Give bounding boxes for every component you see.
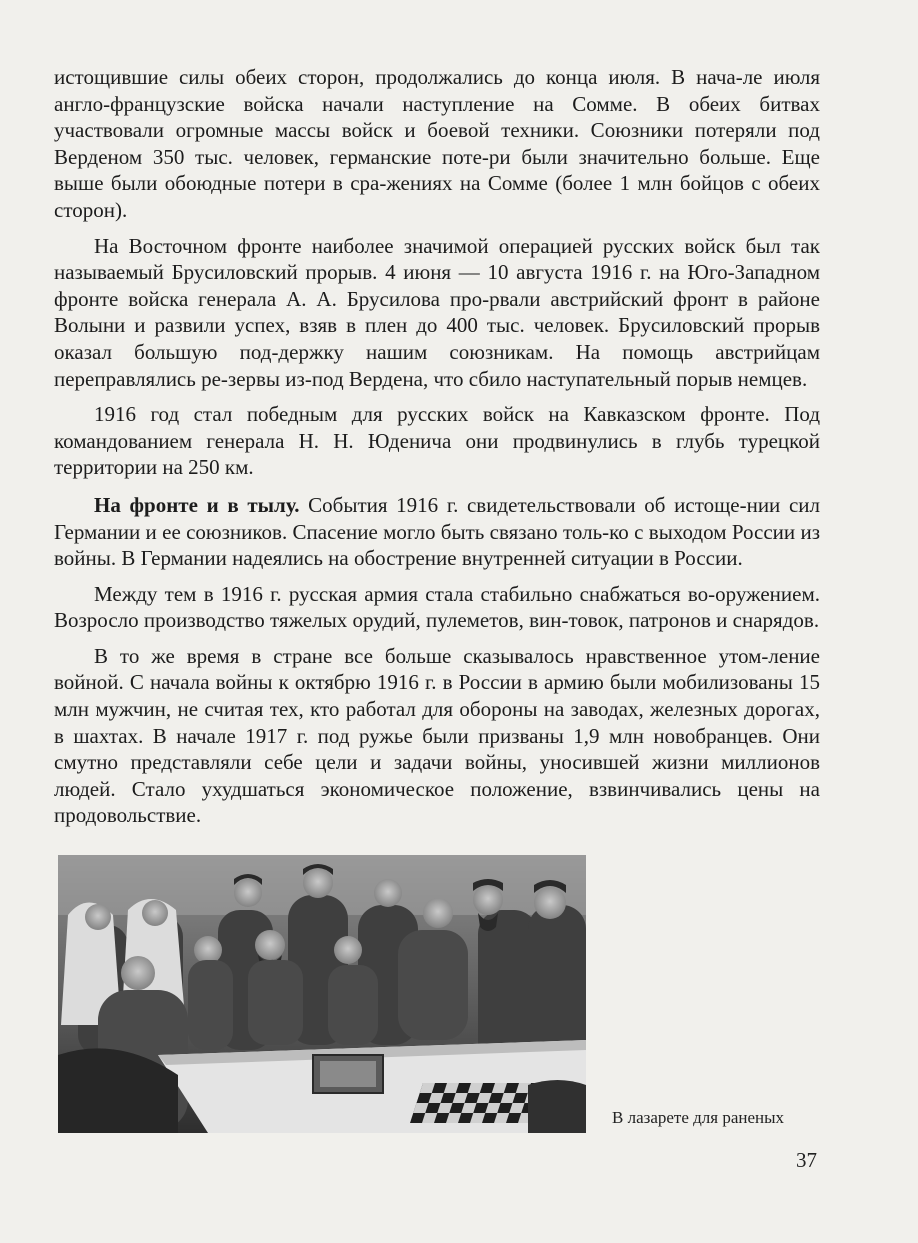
paragraph-2: На Восточном фронте наиболее значимой операцией русских войск был так называемый Брусиловский прорыв. 4 июня — 10 августа 1916 г. на Юго-Западном фронте войска генерала А. А. Брусилова про-рвали австрийский фронт в районе Волыни и развили успех, взяв в плен до 400 тыс. человек. Брусиловский прорыв оказал большую под-держку нашим союзникам. На помощь австрийцам переправлялись ре-зервы из-под Вердена, что сбило наступательный порыв немцев. (54, 233, 820, 391)
paragraph-4-body: События 1916 г. свидетельствовали об истоще-нии сил Германии и ее союзников. Спасение могло быть связано толь-ко с выходом России из войны. В Германии надеялись на обострение внутренней ситуации в России. (54, 492, 820, 571)
section-heading: На фронте и в тылу. (94, 492, 300, 517)
page-number: 37 (796, 1148, 817, 1172)
hospital-photo (58, 855, 586, 1133)
paragraph-1: истощившие силы обеих сторон, продолжались до конца июля. В нача-ле июля англо-французские войска начали наступление на Сомме. В обеих битвах участвовали огромные массы войск и боевой техники. Союзники потеряли под Верденом 350 тыс. человек, германские поте-ри были значительно больше. Еще выше были обоюдные потери в сра-жениях на Сомме (более 1 млн бойцов с обеих сторон). (54, 65, 820, 222)
paragraph-3: 1916 год стал победным для русских войск на Кавказском фронте. Под командованием генерала Н. Н. Юденича они продвинулись в глубь турецкой территории на 250 км. (54, 402, 820, 480)
photo-caption: В лазарете для раненых (612, 1108, 785, 1127)
body-text (54, 64, 820, 829)
paragraph-4 (54, 492, 820, 572)
photo-image (58, 855, 586, 1133)
paragraph-6: В то же время в стране все больше сказывалось нравственное утом-ление войной. С начала войны к октябрю 1916 г. в России в армию были мобилизованы 15 млн мужчин, не считая тех, кто работал для обороны на заводах, железных дорогах, в шахтах. В начале 1917 г. под ружье были призваны 1,9 млн новобранцев. Они смутно представляли себе цели и задачи войны, уносившей жизни миллионов людей. Стало ухудшаться экономическое положение, взвинчивались цены на продовольствие. (54, 643, 820, 828)
paragraph-5: Между тем в 1916 г. русская армия стала стабильно снабжаться во-оружением. Возросло производство тяжелых орудий, пулеметов, вин-товок, патронов и снарядов. (54, 581, 820, 633)
